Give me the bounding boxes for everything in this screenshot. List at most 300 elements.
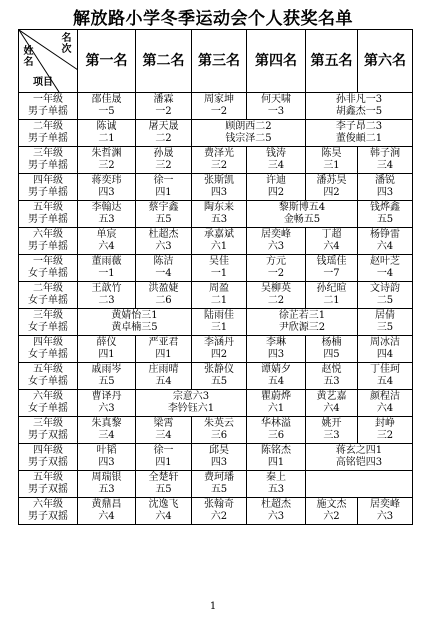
- winner-name: 丁超: [321, 229, 342, 240]
- winner-cell: [358, 363, 413, 390]
- winner-cell: [247, 255, 306, 282]
- winner-class: 四1: [155, 457, 172, 468]
- winner-class: 六3: [98, 403, 115, 414]
- winner-cell: [136, 93, 192, 120]
- winner-cell: [358, 336, 413, 363]
- winner-cell: [306, 471, 413, 498]
- winner-cell: [247, 147, 306, 174]
- winner-cell: [78, 498, 136, 525]
- winner-cell: [136, 120, 192, 147]
- winner-class: 二1: [210, 295, 228, 306]
- winner-class: 五3: [98, 484, 115, 495]
- winner-class: 二2: [267, 295, 285, 306]
- winner-class: 六4: [98, 241, 115, 252]
- winner-name: 陈洁: [153, 256, 174, 267]
- winner-name: 李涵丹: [204, 337, 234, 348]
- winner-entry: 钱宗泽二5: [225, 133, 272, 144]
- winner-cell: [358, 228, 413, 255]
- winner-name: 丁佳珂: [370, 364, 400, 375]
- place-header: 第三名: [192, 30, 247, 93]
- winner-class: 二2: [155, 133, 172, 144]
- grade-label: 一年级: [33, 93, 63, 105]
- winner-class: 四5: [323, 349, 340, 360]
- winner-name: 费泽光: [204, 148, 234, 159]
- winner-cell: [247, 201, 358, 228]
- winner-class: 三1: [323, 160, 340, 171]
- winner-name: 潘苏昊: [316, 175, 347, 186]
- winner-cell: [78, 201, 136, 228]
- event-category: [19, 174, 78, 201]
- event-label: 男子单摇: [28, 214, 68, 225]
- winner-name: 全楚轩: [148, 472, 179, 483]
- winner-entry: 董俊頔二1: [335, 133, 383, 144]
- winner-cell: [358, 255, 413, 282]
- grade-label: 一年级: [33, 255, 63, 267]
- winner-name: 韩子涧: [370, 148, 400, 159]
- winner-cell: [78, 228, 136, 255]
- winner-name: 邱昊: [209, 445, 229, 456]
- event-category: [19, 336, 78, 363]
- header-row: [19, 30, 413, 93]
- winner-cell: [358, 147, 413, 174]
- winner-name: 王歆竹: [91, 283, 122, 294]
- winner-name: 戚雨岑: [91, 364, 122, 375]
- winner-name: 陈昊: [321, 148, 342, 159]
- winner-class: 一2: [267, 268, 285, 279]
- event-label: 女子单摇: [28, 376, 68, 387]
- winner-class: 一2: [210, 106, 228, 117]
- winner-cell: [306, 444, 413, 471]
- winner-name: 钱烨鑫: [370, 202, 400, 213]
- winner-cell: [247, 228, 306, 255]
- winner-cell: [192, 255, 247, 282]
- winner-cell: [136, 336, 192, 363]
- event-category: [19, 228, 78, 255]
- winner-class: 二5: [376, 295, 394, 306]
- winner-cell: [136, 201, 192, 228]
- winner-class: 一1: [210, 268, 228, 279]
- winner-cell: [306, 255, 358, 282]
- winner-cell: [78, 363, 136, 390]
- winner-class: 五3: [210, 214, 228, 225]
- table-row: [19, 471, 413, 498]
- corner-cell: [19, 30, 78, 93]
- winner-name: 周冰洁: [370, 337, 400, 348]
- winner-class: 六2: [323, 511, 340, 522]
- winner-entry: 黄卓楠三5: [111, 322, 158, 333]
- winner-cell: [306, 147, 358, 174]
- winner-cell: [192, 120, 306, 147]
- winner-cell: [247, 174, 306, 201]
- event-category: [19, 201, 78, 228]
- winner-name: 蒋奕玮: [91, 175, 122, 186]
- winner-class: 六4: [376, 241, 394, 252]
- corner-name-label: 姓名: [23, 46, 34, 68]
- winner-class: 六1: [267, 403, 285, 414]
- winner-cell: [306, 336, 358, 363]
- event-label: 男子单摇: [28, 187, 68, 198]
- grade-label: 六年级: [33, 498, 63, 510]
- winner-entry: 李钤钰六1: [167, 403, 215, 414]
- winner-name: 李琳: [266, 337, 286, 348]
- grade-label: 三年级: [33, 417, 63, 429]
- event-label: 男子单摇: [28, 160, 68, 171]
- winner-entry: 金畅五5: [283, 214, 321, 225]
- winner-class: 四1: [98, 349, 115, 360]
- winner-class: 四3: [98, 457, 115, 468]
- event-label: 男子双摇: [28, 511, 68, 522]
- winner-name: 居奕峰: [261, 229, 291, 240]
- grade-label: 五年级: [33, 363, 63, 375]
- event-category: [19, 471, 78, 498]
- winner-name: 屠天晟: [148, 121, 179, 132]
- winner-entry: 孙非凡一3: [335, 94, 383, 105]
- winner-class: 五5: [210, 484, 228, 495]
- winner-cell: [192, 201, 247, 228]
- winner-name: 徐一: [153, 175, 174, 186]
- event-label: 男子单摇: [28, 133, 68, 144]
- winner-name: 华林溢: [261, 418, 291, 429]
- winner-cell: [78, 120, 136, 147]
- winner-cell: [192, 174, 247, 201]
- winner-cell: [358, 282, 413, 309]
- winner-class: 五4: [376, 376, 394, 387]
- winner-name: 张翰奇: [204, 499, 234, 510]
- winner-class: 二1: [98, 133, 115, 144]
- winner-class: 四3: [210, 187, 228, 198]
- page-title: 解放路小学冬季运动会个人获奖名单: [73, 9, 353, 29]
- winner-entry: 黄婧怡三1: [111, 310, 158, 321]
- winner-name: 方元: [266, 256, 286, 267]
- winner-cell: [358, 201, 413, 228]
- winner-name: 赵悦: [321, 364, 342, 375]
- winner-cell: [247, 498, 306, 525]
- winner-cell: [78, 336, 136, 363]
- winner-cell: [136, 255, 192, 282]
- corner-event-label: 项目: [33, 77, 53, 88]
- winner-cell: [192, 228, 247, 255]
- winner-name: 叶韬: [96, 445, 117, 456]
- event-label: 男子双摇: [28, 484, 68, 495]
- winner-class: 五3: [323, 376, 340, 387]
- winner-class: 四2: [210, 349, 228, 360]
- winner-name: 朱真黎: [91, 418, 122, 429]
- winner-class: 六2: [210, 511, 228, 522]
- table-row: [19, 228, 413, 255]
- table-row: [19, 93, 413, 120]
- winner-class: 二1: [323, 295, 340, 306]
- table-row: [19, 336, 413, 363]
- winner-name: 潘霖: [153, 94, 174, 105]
- winner-cell: [247, 417, 306, 444]
- winner-cell: [247, 93, 306, 120]
- table-row: [19, 201, 413, 228]
- winner-class: 六3: [267, 241, 285, 252]
- event-label: 男子单摇: [28, 106, 68, 117]
- winner-cell: [78, 444, 136, 471]
- grade-label: 五年级: [33, 471, 63, 483]
- award-table: [18, 29, 413, 525]
- winner-cell: [78, 147, 136, 174]
- winner-cell: [78, 309, 192, 336]
- winner-name: 张静仪: [204, 364, 234, 375]
- winner-cell: [247, 282, 306, 309]
- winner-cell: [306, 120, 413, 147]
- winner-class: 六3: [267, 511, 285, 522]
- event-label: 女子单摇: [28, 349, 68, 360]
- winner-cell: [78, 390, 136, 417]
- winner-name: 钱瑶佳: [316, 256, 347, 267]
- winner-entry: 蒋玄之四1: [335, 445, 383, 456]
- winner-name: 秦上: [266, 472, 286, 483]
- winner-cell: [192, 363, 247, 390]
- winner-name: 单宸: [96, 229, 117, 240]
- winner-cell: [78, 471, 136, 498]
- winner-name: 周家坤: [204, 94, 234, 105]
- winner-class: 一2: [155, 106, 172, 117]
- winner-cell: [306, 93, 413, 120]
- winner-name: 庄雨晴: [148, 364, 179, 375]
- winner-class: 三4: [376, 160, 394, 171]
- winner-class: 五4: [155, 376, 172, 387]
- event-label: 男子双摇: [28, 457, 68, 468]
- winner-name: 严亚君: [148, 337, 179, 348]
- winner-cell: [306, 228, 358, 255]
- winner-entry: 宗意六3: [172, 391, 210, 402]
- grade-label: 三年级: [33, 147, 63, 159]
- event-label: 男子单摇: [28, 241, 68, 252]
- winner-class: 四1: [155, 349, 172, 360]
- winner-class: 四1: [155, 187, 172, 198]
- winner-cell: [306, 282, 358, 309]
- event-category: [19, 390, 78, 417]
- winner-name: 颜程洁: [370, 391, 400, 402]
- grade-label: 四年级: [33, 174, 63, 186]
- winner-name: 承嘉斌: [204, 229, 234, 240]
- winner-cell: [192, 471, 247, 498]
- event-category: [19, 417, 78, 444]
- winner-name: 居奕峰: [370, 499, 400, 510]
- event-category: [19, 120, 78, 147]
- event-category: [19, 444, 78, 471]
- winner-name: 朱英云: [204, 418, 234, 429]
- winner-entry: 顾朗西二2: [225, 121, 272, 132]
- grade-label: 六年级: [33, 228, 63, 240]
- winner-cell: [247, 336, 306, 363]
- winner-name: 杨楠: [321, 337, 342, 348]
- winner-name: 封峥: [375, 418, 395, 429]
- winner-class: 六4: [155, 511, 172, 522]
- winner-name: 杜超杰: [261, 499, 291, 510]
- event-category: [19, 363, 78, 390]
- winner-class: 一7: [323, 268, 340, 279]
- winner-class: 五5: [155, 214, 172, 225]
- table-row: [19, 390, 413, 417]
- page-number: 1: [209, 601, 217, 612]
- winner-cell: [358, 417, 413, 444]
- winner-name: 黄艺嘉: [316, 391, 347, 402]
- winner-cell: [136, 444, 192, 471]
- grade-label: 六年级: [33, 390, 63, 402]
- winner-name: 瞿蔚烨: [261, 391, 291, 402]
- event-label: 女子单摇: [28, 322, 68, 333]
- winner-entry: 黎斯博五4: [278, 202, 326, 213]
- winner-class: 一4: [376, 268, 394, 279]
- winner-name: 曹译丹: [91, 391, 122, 402]
- winner-class: 一3: [267, 106, 285, 117]
- table-row: [19, 255, 413, 282]
- winner-name: 朱哲渊: [91, 148, 122, 159]
- winner-name: 潘锐: [375, 175, 395, 186]
- winner-name: 吴柳英: [261, 283, 291, 294]
- winner-name: 居倩: [375, 310, 395, 321]
- winner-cell: [78, 282, 136, 309]
- winner-class: 四4: [376, 349, 394, 360]
- winner-class: 三2: [210, 160, 228, 171]
- winner-class: 六4: [376, 403, 394, 414]
- table-row: [19, 309, 413, 336]
- winner-class: 二3: [98, 295, 115, 306]
- winner-name: 陈铭杰: [261, 445, 291, 456]
- winner-name: 杨铮雷: [370, 229, 400, 240]
- winner-class: 五4: [267, 376, 285, 387]
- winner-name: 陶东来: [204, 202, 234, 213]
- winner-name: 周瑞银: [91, 472, 122, 483]
- event-label: 女子单摇: [28, 268, 68, 279]
- winner-class: 三3: [323, 430, 340, 441]
- winner-name: 邵佳晟: [91, 94, 122, 105]
- table-row: [19, 363, 413, 390]
- winner-class: 四3: [376, 187, 394, 198]
- winner-cell: [306, 417, 358, 444]
- winner-class: 三4: [98, 430, 115, 441]
- winner-cell: [192, 417, 247, 444]
- winner-name: 董雨薇: [91, 256, 122, 267]
- grade-label: 二年级: [33, 282, 63, 294]
- winner-cell: [136, 228, 192, 255]
- event-category: [19, 255, 78, 282]
- winner-name: 吴佳: [209, 256, 229, 267]
- winner-name: 施文杰: [316, 499, 347, 510]
- winner-cell: [78, 255, 136, 282]
- winner-class: 四2: [267, 187, 285, 198]
- winner-cell: [192, 444, 247, 471]
- winner-class: 一1: [98, 268, 115, 279]
- event-label: 女子单摇: [28, 403, 68, 414]
- event-category: [19, 498, 78, 525]
- winner-name: 姚开: [321, 418, 342, 429]
- winner-class: 五5: [210, 376, 228, 387]
- event-category: [19, 282, 78, 309]
- place-header: 第五名: [306, 30, 358, 93]
- winner-cell: [247, 390, 306, 417]
- winner-class: 一4: [155, 268, 172, 279]
- winner-cell: [136, 147, 192, 174]
- winner-class: 五5: [155, 484, 172, 495]
- winner-cell: [247, 444, 306, 471]
- winner-name: 费珂璠: [204, 472, 234, 483]
- winner-name: 孙纪暄: [316, 283, 347, 294]
- winner-name: 孙晟: [153, 148, 174, 159]
- winner-name: 文诗韵: [370, 283, 400, 294]
- winner-cell: [247, 363, 306, 390]
- corner-place-label: 名次: [61, 33, 72, 55]
- winner-class: 一5: [98, 106, 115, 117]
- place-header: 第二名: [136, 30, 192, 93]
- winner-cell: [192, 309, 247, 336]
- winner-entry: 尹欣源三2: [278, 322, 326, 333]
- winner-class: 五5: [376, 214, 394, 225]
- winner-cell: [136, 282, 192, 309]
- winner-entry: 胡鑫杰一5: [335, 106, 383, 117]
- winner-class: 三6: [210, 430, 228, 441]
- winner-class: 三4: [155, 430, 172, 441]
- place-header: 第一名: [78, 30, 136, 93]
- table-row: [19, 444, 413, 471]
- winner-cell: [136, 390, 247, 417]
- winner-name: 赵叶芝: [370, 256, 400, 267]
- winner-name: 谭婧夕: [261, 364, 291, 375]
- grade-label: 五年级: [33, 201, 63, 213]
- table-row: [19, 282, 413, 309]
- winner-class: 四3: [210, 457, 228, 468]
- winner-class: 五5: [98, 376, 115, 387]
- winner-cell: [306, 498, 358, 525]
- winner-name: 黄鼎昌: [91, 499, 122, 510]
- event-label: 男子双摇: [28, 430, 68, 441]
- winner-cell: [306, 174, 358, 201]
- table-row: [19, 498, 413, 525]
- winner-class: 四3: [267, 349, 285, 360]
- winner-name: 周盈: [209, 283, 229, 294]
- winner-entry: 高铭铠四3: [335, 457, 383, 468]
- winner-cell: [192, 147, 247, 174]
- winner-name: 李翰达: [91, 202, 122, 213]
- winner-cell: [192, 498, 247, 525]
- winner-class: 三2: [98, 160, 115, 171]
- table-row: [19, 120, 413, 147]
- winner-cell: [78, 417, 136, 444]
- winner-class: 三4: [267, 160, 285, 171]
- winner-class: 五3: [98, 214, 115, 225]
- winner-class: 六4: [323, 241, 340, 252]
- table-row: [19, 174, 413, 201]
- winner-class: 六3: [376, 511, 394, 522]
- winner-cell: [192, 336, 247, 363]
- winner-class: 六3: [155, 241, 172, 252]
- table-row: [19, 147, 413, 174]
- winner-class: 四3: [98, 187, 115, 198]
- grade-label: 三年级: [33, 309, 63, 321]
- winner-class: 二6: [155, 295, 172, 306]
- winner-name: 张斯凯: [204, 175, 234, 186]
- winner-cell: [78, 174, 136, 201]
- winner-cell: [358, 174, 413, 201]
- winner-class: 六4: [323, 403, 340, 414]
- winner-cell: [247, 309, 358, 336]
- winner-cell: [358, 390, 413, 417]
- event-category: [19, 93, 78, 120]
- winner-cell: [136, 417, 192, 444]
- winner-cell: [306, 390, 358, 417]
- winner-cell: [136, 174, 192, 201]
- winner-class: 三2: [376, 430, 394, 441]
- winner-name: 洪盈婕: [148, 283, 179, 294]
- winner-class: 五3: [267, 484, 285, 495]
- winner-class: 三1: [210, 322, 228, 333]
- winner-class: 六1: [210, 241, 228, 252]
- winner-class: 六4: [98, 511, 115, 522]
